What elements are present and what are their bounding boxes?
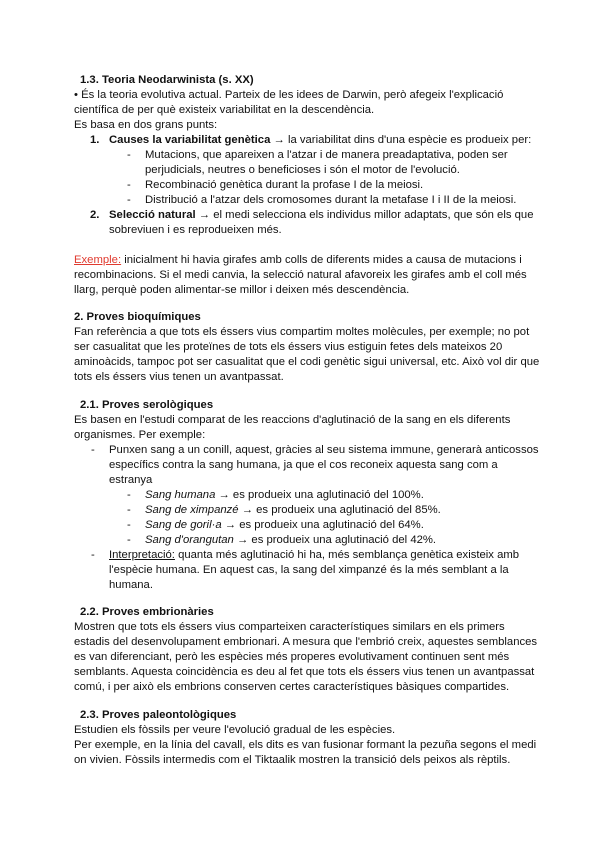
- paragraph-line: es van diferenciant, però les espècies més properes evolutivament continuen sent més: [74, 651, 510, 663]
- dash-marker: -: [127, 179, 131, 191]
- paragraph-line: Estudien els fòssils per veure l'evolució gradual de les espècies.: [74, 724, 396, 736]
- dash-marker: -: [127, 534, 131, 546]
- list-item: Causes la variabilitat genètica → la variabilitat dins d'una espècie es produeix per:: [109, 134, 532, 146]
- example-label: Exemple:: [74, 254, 122, 266]
- paragraph-line: • És la teoria evolutiva actual. Parteix de les idees de Darwin, però afegeix l'explicació: [74, 89, 504, 101]
- dash-marker: -: [127, 489, 131, 501]
- bullet-icon: •: [74, 89, 78, 101]
- section-title-1-3: 1.3. Teoria Neodarwinista (s. XX): [80, 74, 254, 86]
- list-item-cont: estranya: [109, 474, 153, 486]
- paragraph-line: comú, i per això els embrions conserven certes característiques bàsiques compartides.: [74, 681, 510, 693]
- dash-marker: -: [127, 149, 131, 161]
- paragraph-line: estadis del desenvolupament embrionari. A mesura que l'embrió creix, aquestes semblances: [74, 636, 538, 648]
- section-title-2-2: 2.2. Proves embrionàries: [80, 606, 214, 618]
- species-item: Sang d'orangutan → es produeix una aglutinació del 42%.: [145, 534, 437, 546]
- dash-marker: -: [127, 504, 131, 516]
- sub-item: Recombinació genètica durant la profase I de la meiosi.: [145, 179, 424, 191]
- list-item-cont: humana.: [109, 579, 153, 591]
- paragraph-line: Per exemple, en la línia del cavall, els dits es van fusionar formant la pezuña segons el medi: [74, 739, 537, 751]
- list-item: Punxen sang a un conill, aquest, gràcies al seu sistema immune, generarà anticossos: [109, 444, 539, 456]
- paragraph-line: on vivien. Fòssils intermedis com el Tiktaalik mostren la transició dels peixos als rèptils.: [74, 754, 511, 766]
- list-item-cont: l'espècie humana. En aquest cas, la sang del ximpanzé és la més semblant a la: [109, 564, 509, 576]
- term-label: Selecció natural: [109, 209, 196, 221]
- species-item: Sang de ximpanzé → es produeix una aglutinació del 85%.: [145, 504, 441, 516]
- dash-marker: -: [91, 444, 95, 456]
- example-line: recombinacions. Si el medi canvia, la selecció natural afavoreix les girafes amb el coll més: [74, 269, 527, 281]
- paragraph-line: ser casualitat que les proteïnes de tots els éssers vius estiguin fetes dels mateixos 20: [74, 341, 503, 353]
- list-item-cont: específics contra la sang humana, ja que el cos reconeix aquesta sang com a: [109, 459, 498, 471]
- paragraph-line: científica de per què existeix variabilitat en la descendència.: [74, 104, 375, 116]
- dash-marker: -: [127, 194, 131, 206]
- list-item: Interpretació: quanta més aglutinació hi ha, més semblança genètica existeix amb: [109, 549, 520, 561]
- species-item: Sang humana → es produeix una aglutinació del 100%.: [145, 489, 424, 501]
- list-number: 1.: [90, 134, 100, 146]
- sub-item: perjudicials, neutres o beneficioses i són el motor de l'evolució.: [145, 164, 460, 176]
- list-item: Selecció natural → el medi selecciona els individus millor adaptats, que són els que: [109, 209, 534, 221]
- paragraph-line: Es basa en dos grans punts:: [74, 119, 218, 131]
- example-line: llarg, perquè poden alimentar-se millor i deixen més descendència.: [74, 284, 410, 296]
- sub-item: Mutacions, que apareixen a l'atzar i de manera preadaptativa, poden ser: [145, 149, 508, 161]
- paragraph-line: aminoàcids, tampoc pot ser casualitat que el codi genètic sigui universal, etc. Això vol dir que: [74, 356, 540, 368]
- paragraph-line: organismes. Per exemple:: [74, 429, 206, 441]
- paragraph-line: tots els éssers vius tenen un avantpassat.: [74, 371, 284, 383]
- example-line: Exemple: inicialment hi havia girafes amb colls de diferents mides a causa de mutacions i: [74, 254, 522, 266]
- section-title-2-3: 2.3. Proves paleontològiques: [80, 709, 237, 721]
- paragraph-line: semblants. Aquesta coincidència es deu al fet que tots els éssers vius tenen un avantpassat: [74, 666, 535, 678]
- paragraph-line: Es basen en l'estudi comparat de les reaccions d'aglutinació de la sang en els diferents: [74, 414, 511, 426]
- sub-item: Distribució a l'atzar dels cromosomes durant la metafase I i II de la meiosi.: [145, 194, 517, 206]
- list-item-cont: sobreviuen i es reprodueixen més.: [109, 224, 282, 236]
- dash-marker: -: [127, 519, 131, 531]
- term-label: Causes la variabilitat genètica: [109, 134, 271, 146]
- section-title-2: 2. Proves bioquímiques: [74, 311, 201, 323]
- paragraph-line: Mostren que tots els éssers vius comparteixen característiques similars en els primers: [74, 621, 505, 633]
- list-number: 2.: [90, 209, 100, 221]
- interpretation-label: Interpretació:: [109, 549, 175, 561]
- species-item: Sang de goril·a → es produeix una aglutinació del 64%.: [145, 519, 424, 531]
- paragraph-line: Fan referència a que tots els éssers vius compartim moltes molècules, per exemple; no pot: [74, 326, 530, 338]
- section-title-2-1: 2.1. Proves serològiques: [80, 399, 214, 411]
- dash-marker: -: [91, 549, 95, 561]
